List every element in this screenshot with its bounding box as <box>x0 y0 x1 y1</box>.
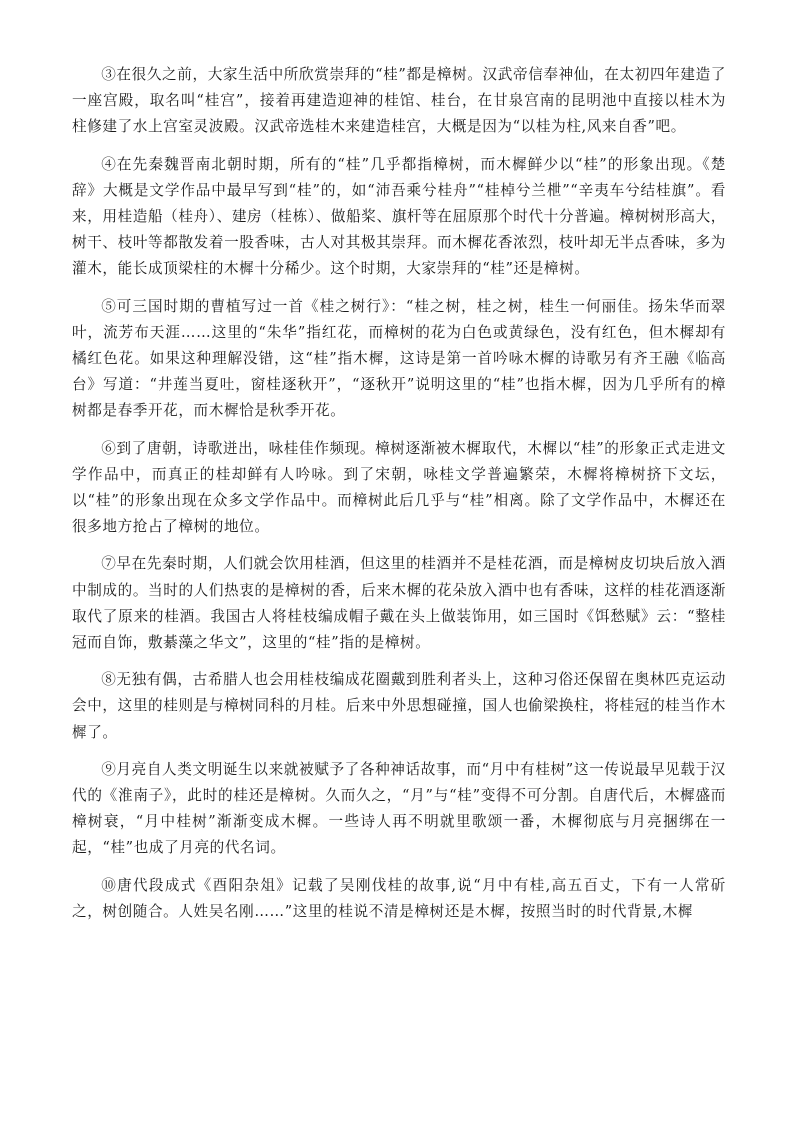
paragraph-5: ⑤可三国时期的曹植写过一首《桂之树行》：“桂之树，桂之树，桂生一何丽佳。扬朱华而翠叶，流芳布天涯……这里的“朱华”指红花，而樟树的花为白色或黄绿色，没有红色，但木樨却有橘红色花。如果这种理解没错，这“桂”指木樨，这诗是第一首吟咏木樨的诗歌另有齐王融《临高台》写道：“井莲当夏吐，窗桂逐秋开”，“逐秋开”说明这里的“桂”也指木樨，因为几乎所有的樟树都是春季开花，而木樨恰是秋季开花。 <box>72 297 726 420</box>
paragraph-3: ③在很久之前，大家生活中所欣赏崇拜的“桂”都是樟树。汉武帝信奉神仙，在太初四年建造了一座宫殿，取名叫“桂宫”，接着再建造迎神的桂馆、桂台，在甘泉宫南的昆明池中直接以桂木为柱修建了水上宫室灵波殿。汉武帝选桂木来建造桂宫，大概是因为“以桂为柱,风来自香”吧。 <box>72 66 726 136</box>
paragraph-10: ⑩唐代段成式《酉阳杂俎》记载了吴刚伐桂的故事,说“月中有桂,高五百丈，下有一人常斫之，树创随合。人姓吴名刚……”这里的桂说不清是樟树还是木樨，按照当时的时代背景,木樨 <box>72 876 726 920</box>
paragraph-9: ⑨月亮自人类文明诞生以来就被赋予了各种神话故事，而“月中有桂树”这一传说最早见载于汉代的《淮南子》，此时的桂还是樟树。久而久之，“月”与“桂”变得不可分割。自唐代后，木樨盛而樟树衰，“月中桂树”渐渐变成木樨。一些诗人再不明就里歌颂一番，木樨彻底与月亮捆绑在一起，“桂”也成了月亮的代名词。 <box>72 760 726 857</box>
paragraph-4: ④在先秦魏晋南北朝时期，所有的“桂”几乎都指樟树，而木樨鲜少以“桂”的形象出现。《楚辞》大概是文学作品中最早写到“桂”的，如“沛吾乘兮桂舟”“桂棹兮兰枻”“辛夷车兮结桂旗”。看来，用桂造船（桂舟）、建房（桂栋）、做船桨、旗杆等在屈原那个时代十分普遍。樟树树形高大，树干、枝叶等都散发着一股香味，古人对其极其崇拜。而木樨花香浓烈，枝叶却无半点香味，多为灌木，能长成顶梁柱的木樨十分稀少。这个时期，大家崇拜的“桂”还是樟树。 <box>72 155 726 278</box>
paragraph-7: ⑦早在先秦时期，人们就会饮用桂酒，但这里的桂酒并不是桂花酒，而是樟树皮切块后放入酒中制成的。当时的人们热衷的是樟树的香，后来木樨的花朵放入酒中也有香味，这样的桂花酒逐渐取代了原来的桂酒。我国古人将桂枝编成帽子戴在头上做装饰用，如三国时《饵愁赋》云：“整桂冠而自饰，敷綦藻之华文”，这里的“桂”指的是樟树。 <box>72 555 726 652</box>
paragraph-6: ⑥到了唐朝，诗歌迸出，咏桂佳作频现。樟树逐渐被木樨取代，木樨以“桂”的形象正式走进文学作品中，而真正的桂却鲜有人吟咏。到了宋朝，咏桂文学普遍繁荣，木樨将樟树挤下文坛，以“桂”的形象出现在众多文学作品中。而樟树此后几乎与“桂”相离。除了文学作品中，木樨还在很多地方抢占了樟树的地位。 <box>72 439 726 536</box>
paragraph-8: ⑧无独有偶，古希腊人也会用桂枝编成花圈戴到胜利者头上，这种习俗还保留在奥林匹克运动会中，这里的桂则是与樟树同科的月桂。后来中外思想碰撞，国人也偷梁换柱，将桂冠的桂当作木樨了。 <box>72 671 726 741</box>
